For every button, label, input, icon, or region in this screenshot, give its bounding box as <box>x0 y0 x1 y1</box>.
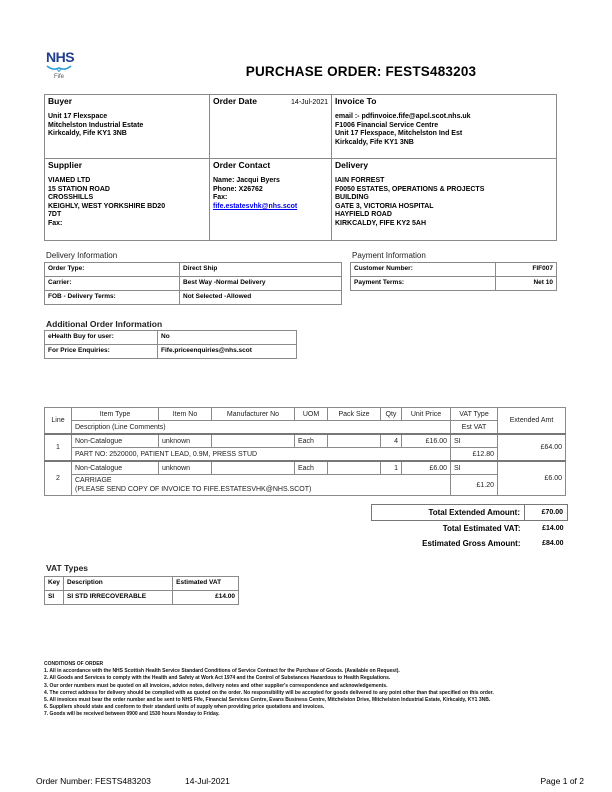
logo-text: NHS <box>46 49 75 65</box>
conditions-title: CONDITIONS OF ORDER <box>44 661 104 667</box>
header-pack-size: Pack Size <box>328 408 381 421</box>
total-value: £84.00 <box>542 540 564 547</box>
contact-phone: Phone: X26762 <box>213 185 263 193</box>
vat-key: SI <box>45 591 64 605</box>
item-vat-type: SI <box>451 461 498 475</box>
delivery-line: KIRKCALDY, FIFE KY2 5AH <box>335 219 427 227</box>
delivery-line: IAIN FORREST <box>335 177 385 184</box>
delivery-line: HAYFIELD ROAD <box>335 211 392 219</box>
total-row <box>372 505 568 521</box>
buyer-heading: Buyer <box>48 96 73 106</box>
delivery-cell <box>332 159 557 241</box>
vat-description: SI STD IRRECOVERABLE <box>64 591 173 605</box>
order-date-cell <box>210 95 332 159</box>
vat-header-key: Key <box>45 577 64 591</box>
item-line-number: 1 <box>45 434 72 461</box>
invoice-line: Kirkcaldy, Fife KY1 3NB <box>335 138 414 146</box>
condition-item: 4. The correct address for delivery should be complied with as quoted on the order. No responsibility will be accepted for goods delivered to any point other than that specified on this order. <box>44 689 494 696</box>
supplier-heading: Supplier <box>48 160 83 170</box>
totals-table <box>371 504 568 551</box>
order-contact-heading: Order Contact <box>213 160 271 170</box>
item-description-line: (PLEASE SEND COPY OF INVOICE TO FIFE.ESTATESVHK@NHS.SCOT) <box>75 486 312 493</box>
table-row-description <box>45 475 566 496</box>
vat-header-estimated: Estimated VAT <box>173 577 239 591</box>
item-uom: Each <box>295 461 328 475</box>
item-pack-size <box>328 434 381 448</box>
info-value: Direct Ship <box>180 263 342 277</box>
vat-header-row <box>45 577 239 591</box>
delivery-info-table <box>44 262 342 305</box>
invoice-to-cell <box>332 95 557 159</box>
total-row <box>372 536 568 551</box>
delivery-heading: Delivery <box>335 160 369 170</box>
vat-header-description: Description <box>64 577 173 591</box>
payment-info-row <box>351 277 557 291</box>
total-label: Total Estimated VAT: <box>442 524 521 533</box>
supplier-line: VIAMED LTD <box>48 177 91 184</box>
delivery-info-title: Delivery Information <box>46 251 118 260</box>
info-label: For Price Enquiries: <box>45 345 158 359</box>
item-no: unknown <box>159 461 212 475</box>
item-manufacturer-no <box>212 461 295 475</box>
item-qty: 4 <box>381 434 402 448</box>
info-label: FOB - Delivery Terms: <box>45 291 180 305</box>
page-title: PURCHASE ORDER: FESTS483203 <box>245 64 477 79</box>
item-pack-size <box>328 461 381 475</box>
item-type: Non-Catalogue <box>72 461 159 475</box>
header-description: Description (Line Comments) <box>72 421 451 435</box>
footer-date: 14-Jul-2021 <box>185 776 230 786</box>
items-header-row <box>45 408 566 421</box>
total-value: £70.00 <box>525 505 568 521</box>
supplier-line: KEIGHLY, WEST YORKSHIRE BD20 <box>48 202 166 210</box>
payment-info-row <box>351 263 557 277</box>
invoice-line: F1006 Financial Service Centre <box>335 121 439 129</box>
invoice-line: Unit 17 Flexspace, Mitchelston Ind Est <box>335 130 463 138</box>
conditions-of-order <box>44 661 584 719</box>
address-grid <box>44 94 557 241</box>
delivery-line: BUILDING <box>335 194 369 202</box>
header-est-vat: Est VAT <box>451 421 498 435</box>
delivery-info-row <box>45 277 342 291</box>
line-items-table <box>44 407 566 496</box>
header-line: Line <box>45 408 72 435</box>
item-description <box>72 475 451 496</box>
vat-estimated: £14.00 <box>173 591 239 605</box>
items-header-row-2 <box>45 421 566 435</box>
item-no: unknown <box>159 434 212 448</box>
header-qty: Qty <box>381 408 402 421</box>
total-value: £14.00 <box>542 525 564 532</box>
item-extended-amt: £64.00 <box>498 434 566 461</box>
table-row-description <box>45 448 566 462</box>
item-qty: 1 <box>381 461 402 475</box>
header-manufacturer-no: Manufacturer No <box>212 408 295 421</box>
info-label: Carrier: <box>45 277 180 291</box>
additional-info-table <box>44 330 297 359</box>
order-date-value: 14-Jul-2021 <box>291 99 328 106</box>
condition-item: 5. All invoices must bear the order number and be sent to NHS Fife, Financial Services Centre, Evans Business Centre, Mitchelston Drive, Mitchelston Industrial Estate, Kirkcaldy, KY1 3NB. <box>44 697 491 704</box>
info-value: Best Way -Normal Delivery <box>180 277 342 291</box>
delivery-info-row <box>45 291 342 305</box>
vat-types-title: VAT Types <box>46 563 89 573</box>
supplier-line: 15 STATION ROAD <box>48 185 110 193</box>
item-type: Non-Catalogue <box>72 434 159 448</box>
buyer-line: Kirkcaldy, Fife KY1 3NB <box>48 130 127 138</box>
vat-row <box>45 591 239 605</box>
info-label: eHealth Buy for user: <box>45 331 158 345</box>
vat-types-table <box>44 576 239 605</box>
item-unit-price: £6.00 <box>402 461 451 475</box>
delivery-line: F0050 ESTATES, OPERATIONS & PROJECTS <box>335 185 485 193</box>
condition-item: 3. Our order numbers must be quoted on all invoices, advice notes, delivery notes and other supplier's correspondence and acknowledgements. <box>44 682 388 689</box>
condition-item: 1. All in accordance with the NHS Scottish Health Service Standard Conditions of Service Contract for the Purchase of Goods. (Available on Request). <box>44 668 400 675</box>
item-description: PART NO: 2520000, PATIENT LEAD, 0.9M, PRESS STUD <box>72 448 451 462</box>
payment-info-table <box>350 262 557 291</box>
additional-info-row <box>45 345 297 359</box>
item-line-number: 2 <box>45 461 72 496</box>
buyer-cell <box>45 95 210 159</box>
contact-email-link[interactable]: fife.estatesvhk@nhs.scot <box>213 202 298 210</box>
info-label: Customer Number: <box>351 263 496 277</box>
total-row <box>372 521 568 537</box>
footer-page-number: Page 1 of 2 <box>540 776 584 786</box>
header-uom: UOM <box>295 408 328 421</box>
order-date-heading: Order Date <box>213 96 257 106</box>
order-contact-cell <box>210 159 332 241</box>
item-extended-amt: £6.00 <box>498 461 566 496</box>
payment-info-title: Payment Information <box>352 251 426 260</box>
condition-item: 7. Goods will be received between 0900 and 1530 hours Monday to Friday. <box>44 711 220 718</box>
info-value: No <box>158 331 297 345</box>
item-uom: Each <box>295 434 328 448</box>
footer-order-number: Order Number: FESTS483203 <box>36 776 151 786</box>
logo-subtext: Fife <box>53 74 64 80</box>
supplier-line: Fax: <box>48 219 63 227</box>
header-extended-amt: Extended Amt <box>498 408 566 435</box>
invoice-to-heading: Invoice To <box>335 96 377 106</box>
info-value: Not Selected -Allowed <box>180 291 342 305</box>
total-label: Estimated Gross Amount: <box>422 539 521 548</box>
info-value: FIF007 <box>496 263 557 277</box>
header-item-no: Item No <box>159 408 212 421</box>
contact-name: Name: Jacqui Byers <box>213 177 280 184</box>
header-vat-type: VAT Type <box>451 408 498 421</box>
item-est-vat: £1.20 <box>451 475 498 496</box>
buyer-line: Mitchelston Industrial Estate <box>48 121 144 129</box>
buyer-line: Unit 17 Flexspace <box>48 113 108 120</box>
supplier-cell <box>45 159 210 241</box>
total-label: Total Extended Amount: <box>372 505 525 521</box>
header-item-type: Item Type <box>72 408 159 421</box>
table-row <box>45 434 566 448</box>
supplier-line: CROSSHILLS <box>48 194 94 202</box>
info-value: Fife.priceenquiries@nhs.scot <box>158 345 297 359</box>
item-est-vat: £12.80 <box>451 448 498 462</box>
invoice-line: email :- pdfinvoice.fife@apcl.scot.nhs.uk <box>335 113 471 120</box>
info-label: Order Type: <box>45 263 180 277</box>
condition-item: 6. Suppliers should state and conform to their standard units of supply when providing price quotations and invoices. <box>44 704 325 711</box>
delivery-line: GATE 3, VICTORIA HOSPITAL <box>335 202 434 210</box>
delivery-info-row <box>45 263 342 277</box>
additional-info-row <box>45 331 297 345</box>
item-manufacturer-no <box>212 434 295 448</box>
info-label: Payment Terms: <box>351 277 496 291</box>
table-row <box>45 461 566 475</box>
item-description-line: CARRIAGE <box>75 477 112 484</box>
header-unit-price: Unit Price <box>402 408 451 421</box>
contact-fax: Fax: <box>213 194 228 202</box>
additional-info-title: Additional Order Information <box>46 319 163 329</box>
info-value: Net 10 <box>496 277 557 291</box>
supplier-line: 7DT <box>48 211 62 219</box>
condition-item: 2. All Goods and Services to comply with the Health and Safety at Work Act 1974 and the Control of Substances Hazardous to Health Regulations. <box>44 675 391 682</box>
item-unit-price: £16.00 <box>402 434 451 448</box>
item-vat-type: SI <box>451 434 498 448</box>
